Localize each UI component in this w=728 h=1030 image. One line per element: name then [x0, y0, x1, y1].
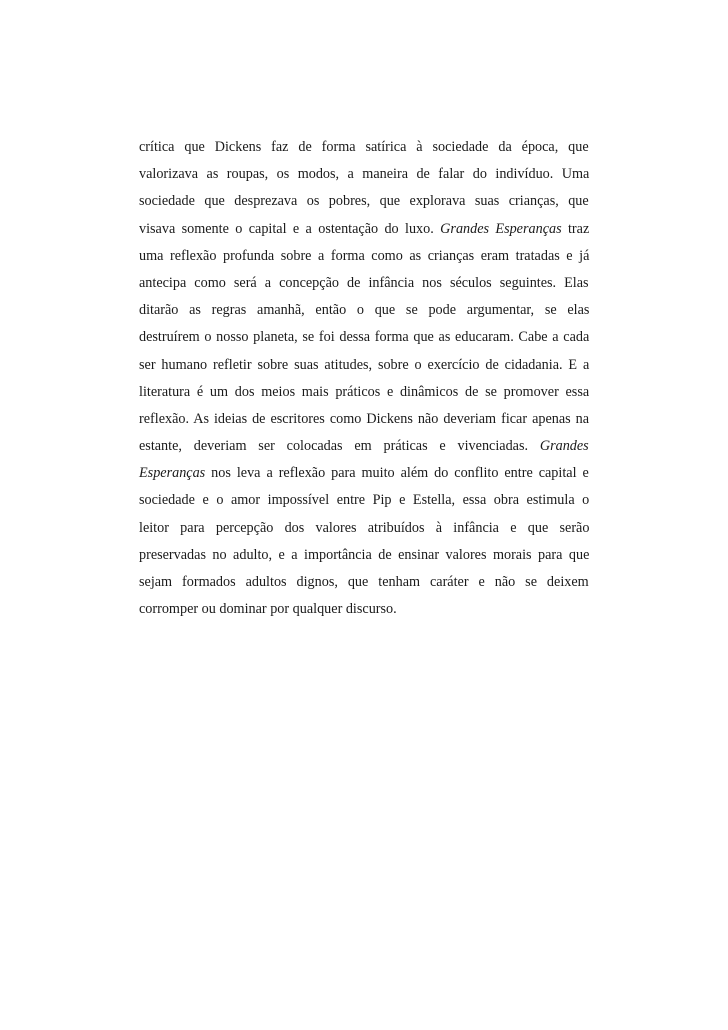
text-line	[139, 518, 589, 545]
text-segment: sejam formados adultos dignos, que tenham caráter e não se deixem	[139, 574, 589, 590]
text-line	[139, 572, 589, 599]
text-line	[139, 246, 589, 273]
text-line	[139, 137, 589, 164]
text-segment: sociedade que desprezava os pobres, que explorava suas crianças, que	[139, 193, 589, 210]
text-segment: estante, deveriam ser colocadas em práticas e vivenciadas.	[139, 438, 540, 455]
text-segment: traz	[561, 220, 590, 237]
text-line	[139, 545, 589, 572]
text-line	[139, 463, 589, 490]
text-line	[139, 382, 589, 409]
text-segment: corromper ou dominar por qualquer discurso.	[139, 601, 397, 618]
text-line	[139, 191, 589, 218]
text-segment: destruírem o nosso planeta, se foi dessa forma que as educaram. Cabe a cada	[139, 329, 590, 346]
text-line	[139, 300, 589, 327]
body-paragraph	[139, 137, 589, 626]
text-segment: visava somente o capital e a ostentação do luxo.	[139, 220, 441, 237]
text-line	[139, 599, 589, 626]
text-line	[139, 164, 589, 191]
text-segment: antecipa como será a concepção de infância nos séculos seguintes. Elas	[139, 274, 589, 291]
book-title-italic: Grandes Esperanças	[440, 220, 562, 237]
book-title-italic: Grandes	[539, 438, 589, 455]
text-line	[139, 327, 589, 354]
text-line	[139, 219, 589, 246]
text-line	[139, 436, 589, 463]
text-line	[139, 273, 589, 300]
text-segment: literatura é um dos meios mais práticos e dinâmicos de se promover essa	[139, 383, 590, 400]
book-title-italic: Esperanças	[139, 465, 206, 482]
text-segment: uma reflexão profunda sobre a forma como as crianças eram tratadas e já	[139, 247, 590, 264]
text-line	[139, 409, 589, 436]
text-line	[139, 355, 589, 382]
text-segment: crítica que Dickens faz de forma satírica à sociedade da época, que	[139, 139, 589, 155]
text-segment: nos leva a reflexão para muito além do conflito entre capital e	[205, 465, 589, 482]
text-segment: ser humano refletir sobre suas atitudes, sobre o exercício de cidadania. E a	[139, 356, 590, 373]
text-segment: valorizava as roupas, os modos, a maneira de falar do indivíduo. Uma	[139, 166, 590, 183]
text-segment: sociedade e o amor impossível entre Pip e Estella, essa obra estimula o	[139, 492, 590, 509]
text-segment: reflexão. As ideias de escritores como Dickens não deveriam ficar apenas na	[139, 410, 590, 427]
text-segment: leitor para percepção dos valores atribuídos à infância e que serão	[139, 519, 590, 536]
text-segment: ditarão as regras amanhã, então o que se pode argumentar, se elas	[139, 302, 590, 319]
text-segment: preservadas no adulto, e a importância de ensinar valores morais para que	[139, 546, 590, 563]
text-line	[139, 490, 589, 517]
